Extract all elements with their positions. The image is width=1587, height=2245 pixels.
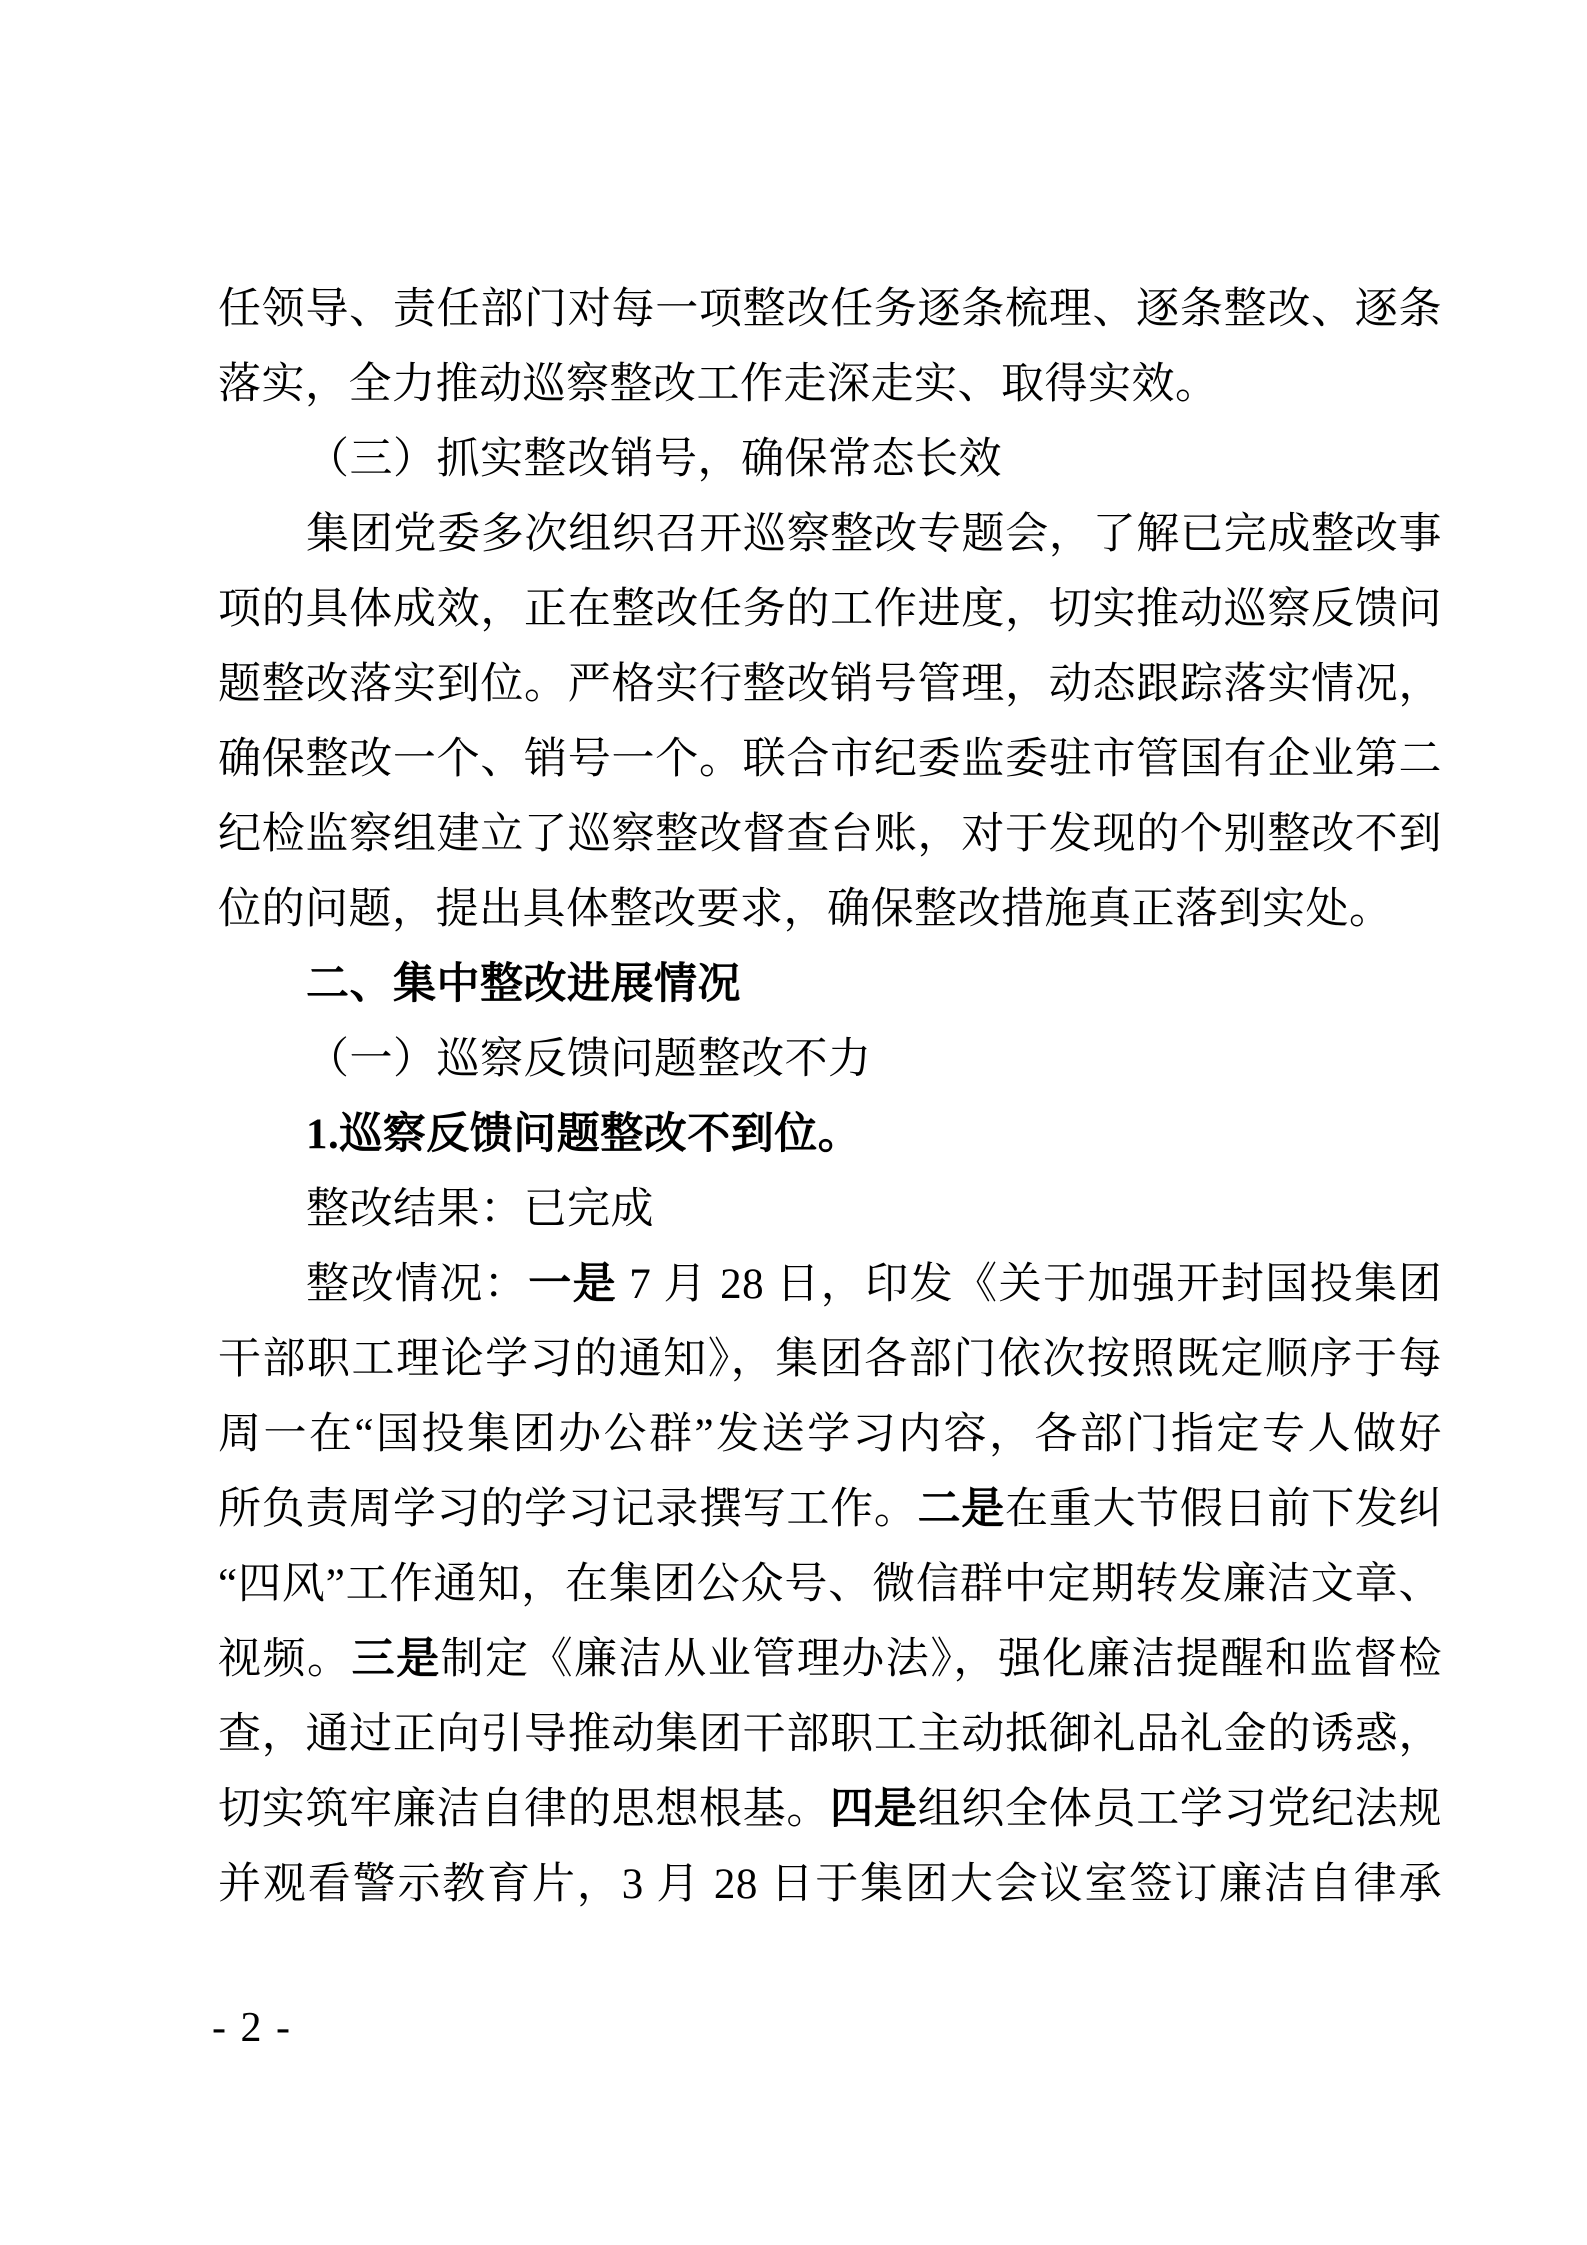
heading-level3 bbox=[218, 422, 1442, 497]
text-run: 并观看警示教育片，3 月 28 日于集团大会议室签订廉洁自律承 bbox=[218, 1861, 1442, 1908]
body-line bbox=[218, 722, 1442, 797]
body-line bbox=[218, 647, 1442, 722]
text-run: 7 月 28 日，印发《关于加强开封国投集团 bbox=[617, 1261, 1442, 1308]
text-run: 整改结果：已完成 bbox=[306, 1186, 654, 1233]
emphasis-run: 四是 bbox=[830, 1786, 918, 1833]
text-run: 所负责周学习的学习记录撰写工作。 bbox=[218, 1486, 918, 1533]
heading-level4 bbox=[218, 1097, 1442, 1172]
heading-level2 bbox=[218, 947, 1442, 1022]
body-line bbox=[218, 497, 1442, 572]
text-run: 纪检监察组建立了巡察整改督查台账，对于发现的个别整改不到 bbox=[218, 811, 1442, 858]
body-line bbox=[218, 1397, 1442, 1472]
text-run: 落实，全力推动巡察整改工作走深走实、取得实效。 bbox=[218, 361, 1219, 408]
text-run: 周一在“国投集团办公群”发送学习内容，各部门指定专人做好 bbox=[218, 1411, 1442, 1458]
text-run: 位的问题，提出具体整改要求，确保整改措施真正落到实处。 bbox=[218, 886, 1393, 933]
text-run: 题整改落实到位。严格实行整改销号管理，动态跟踪落实情况， bbox=[218, 661, 1442, 708]
text-run: 视频。 bbox=[218, 1636, 352, 1683]
text-run: 确保整改一个、销号一个。联合市纪委监委驻市管国有企业第二 bbox=[218, 736, 1442, 783]
body-line bbox=[218, 1472, 1442, 1547]
document-body bbox=[218, 272, 1442, 1922]
text-run: 任领导、责任部门对每一项整改任务逐条梳理、逐条整改、逐条 bbox=[218, 286, 1442, 333]
emphasis-run: 一是 bbox=[528, 1261, 618, 1308]
text-run: 项的具体成效，正在整改任务的工作进度，切实推动巡察反馈问 bbox=[218, 586, 1442, 633]
body-line bbox=[218, 272, 1442, 347]
text-run: 1.巡察反馈问题整改不到位。 bbox=[306, 1111, 862, 1158]
body-line bbox=[218, 1622, 1442, 1697]
text-run: （一）巡察反馈问题整改不力 bbox=[306, 1036, 872, 1083]
body-line bbox=[218, 1697, 1442, 1772]
text-run: 切实筑牢廉洁自律的思想根基。 bbox=[218, 1786, 831, 1833]
page-number: - 2 - bbox=[212, 2005, 292, 2051]
body-line bbox=[218, 1247, 1442, 1322]
emphasis-run: 三是 bbox=[351, 1636, 441, 1683]
body-line bbox=[218, 572, 1442, 647]
body-line bbox=[218, 1547, 1442, 1622]
text-run: 二、集中整改进展情况 bbox=[306, 960, 741, 1008]
body-line bbox=[218, 1847, 1442, 1922]
heading-level3 bbox=[218, 1022, 1442, 1097]
body-line bbox=[218, 1322, 1442, 1397]
text-run: 组织全体员工学习党纪法规 bbox=[917, 1786, 1442, 1833]
text-run: “四风”工作通知，在集团公众号、微信群中定期转发廉洁文章、 bbox=[218, 1561, 1442, 1608]
body-line bbox=[218, 797, 1442, 872]
body-line bbox=[218, 1172, 1442, 1247]
text-run: 集团党委多次组织召开巡察整改专题会，了解已完成整改事 bbox=[306, 511, 1442, 558]
body-line bbox=[218, 1772, 1442, 1847]
body-line bbox=[218, 347, 1442, 422]
text-run: 干部职工理论学习的通知》，集团各部门依次按照既定顺序于每 bbox=[218, 1336, 1442, 1383]
text-run: 查，通过正向引导推动集团干部职工主动抵御礼品礼金的诱惑， bbox=[218, 1711, 1442, 1758]
text-run: 制定《廉洁从业管理办法》，强化廉洁提醒和监督检 bbox=[440, 1636, 1442, 1683]
text-run: （三）抓实整改销号，确保常态长效 bbox=[306, 436, 1002, 483]
body-line bbox=[218, 872, 1442, 947]
text-run: 整改情况： bbox=[306, 1261, 529, 1308]
emphasis-run: 二是 bbox=[917, 1486, 1006, 1533]
text-run: 在重大节假日前下发纠 bbox=[1005, 1486, 1442, 1533]
